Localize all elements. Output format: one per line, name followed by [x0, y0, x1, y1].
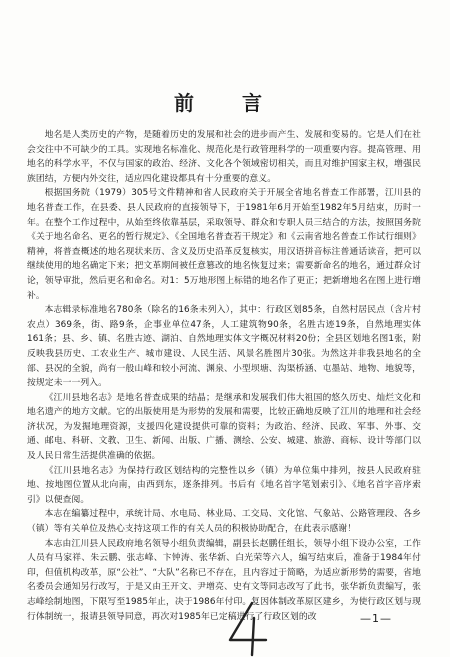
- handwritten-page-mark: [222, 600, 272, 657]
- paragraph-1: 地名是人类历史的产物，是随着历史的发展和社会的进步而产生、发展和变易的。它是人们在社会交往中不可缺少的工具。实现地名标准化、规范化是行政管理科学的一项重要内容。提高管理、用地名的科学水平，不仅与国家的政治、经济、文化各个领域密切相关，而且对维护国家主权，增强民族团结，方便内外交往，适应四化建设都具有十分重要的意义。: [27, 130, 421, 184]
- paragraph-4: 《江川县地名志》是地名普查成果的结晶；是继承和发展我们伟大祖国的悠久历史、灿烂文化和地名遗产的地方文献。它的出版使用是为形势的发展和需要，比较正确地反映了江川的地理和社会经济状况，为发掘地理资源，支援四化建设提供可靠的资料；为政治、经济、民政、军事、外事、交通、邮电、科研、文教、卫生、新闻、出版、广播、测绘、公安、城建、旅游、商标、设计等部门以及人民日常生活提供准确的依据。: [27, 392, 421, 462]
- paragraph-2: 根据国务院（1979）305号文件精神和省人民政府关于开展全省地名普查工作部署，江川县的地名普查工作，在县委、县人民政府的直接领导下，于1981年6月开始至1982年5月结束，历时一年。在整个工作过程中，从始至终依靠基层，采取领导、群众和专职人员三结合的方法，按照国务院《关于地名命名、更名的暂行规定》、《全国地名普查若干规定》和《云南省地名普查工作试行细则》精神，将普查概述的地名现状来历、含义及历史沿革反复核实，用汉语拼音标注普通话读音，把可以继续使用的地名确定下来；把文革期间被任意篡改的地名恢复过来；需要新命名的地名，通过群众讨论，领导审批，然后更名和命名。对1：5万地形图上标错的地名作了更正；把新增地名在图上进行增补。: [27, 188, 421, 301]
- paragraph-6: 本志在编纂过程中，承统计局、水电局、林业局、工交局、文化馆、气象站、公路管理段、各乡（镇）等有关单位及热心支持这项工作的有关人员的积极协助配合，在此表示感谢！: [27, 509, 421, 535]
- page-number: —1—: [360, 612, 392, 625]
- body-text: [27, 128, 421, 624]
- paragraph-5: 《江川县地名志》为保持行政区划结构的完整性以乡（镇）为单位集中排列，按县人民政府驻地、按地图位置从北向南，由西到东，逐条排列。书后有《地名首字笔划索引》、《地名首字音序索引》以便查阅。: [27, 465, 421, 505]
- paragraph-3: 本志辑录标准地名780条（除名的16条未列入），其中：行政区划85条，自然村居民点（含片村农点）369条，街、路9条，企事业单位47条，人工建筑物90条，名胜古迹19条，自然地理实体161条；县、乡、镇、名胜古迹、湖泊、自然地理实体文字概况材料20份；全县区划地名图1张，附反映我县历史、工农业生产、城市建设、人民生活、风景名胜图片30张。为然这并非我县地名的全部、县况的全貌，尚有一般山峰和较小河流、渊泉、小型坝塘、沟渠桥涵、屯墨站、地物、地貌等，按规定未一一列入。: [27, 305, 421, 389]
- paragraph-7: 本志由江川县人民政府地名领导小组负责编辑，副县长赵鹏任组长，领导小组下设办公室，工作人员有马家祥、朱云鹏、张志峰、卞钟涛、张华新、白光荣等六人，编写结束后，准备于1984年付印，但值机构改革，原“公社”、“大队”名称已不存在，且内容过于简略，为适应新形势的需要，省地名委员会通知另行改写，于是又由王开文、尹增亮、史有文等同志改写了此书，张华新负责编写，张志峰绘制地图，下限写至1985年止，决于1986年付印。复因体制改革原区建乡，为使行政区划与现行体制统一，报请县领导同意，再次对1985年已定稿进行了行政区划的改: [27, 538, 421, 622]
- page-title: 前 言: [174, 91, 276, 115]
